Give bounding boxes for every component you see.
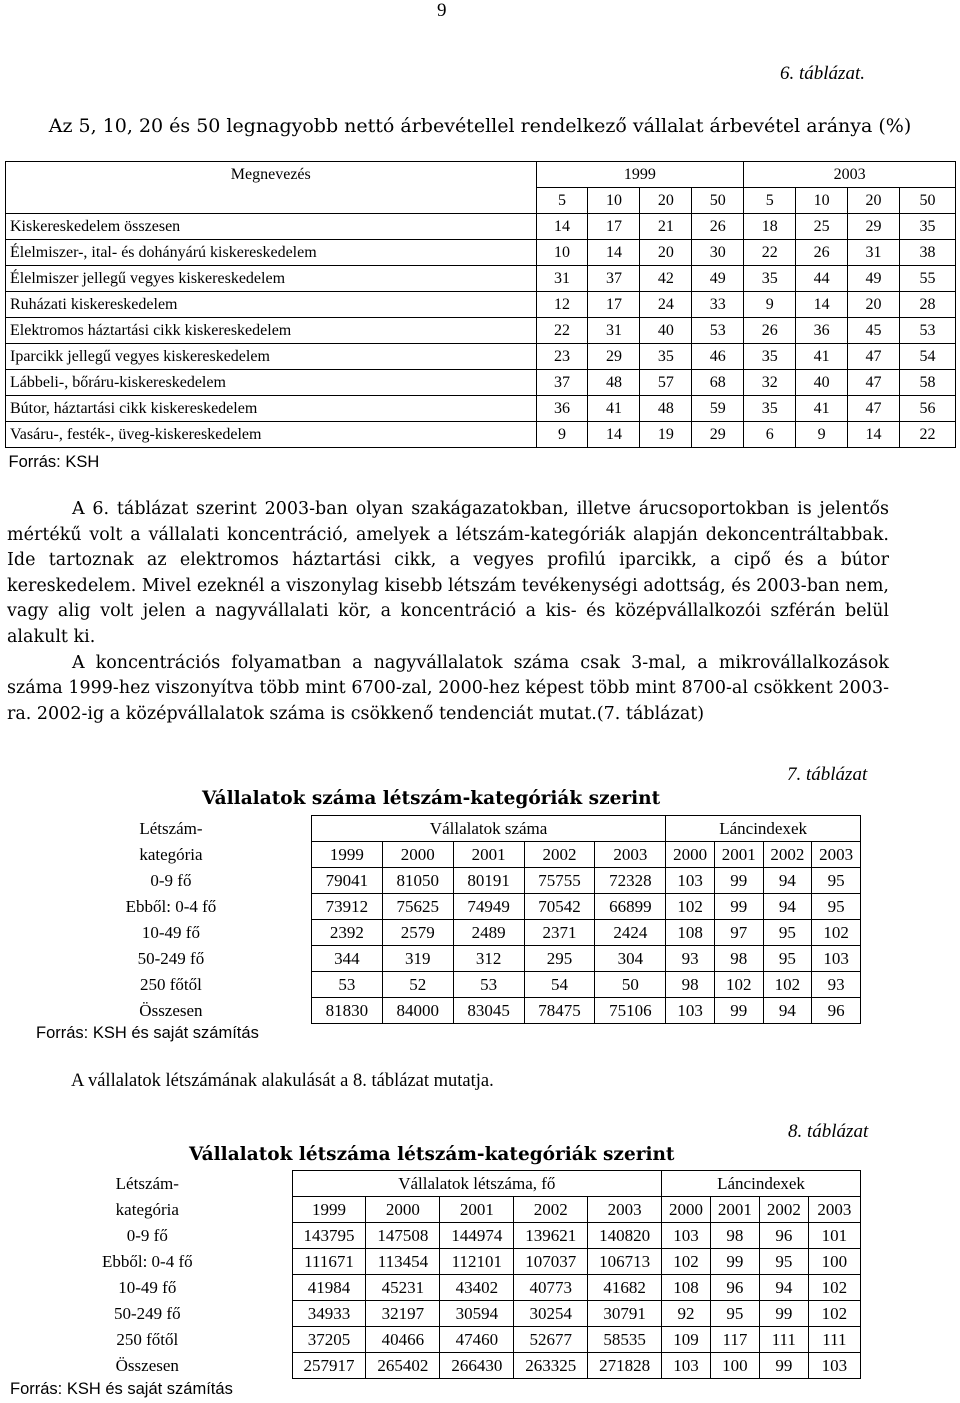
- table6-label: 6. táblázat.: [780, 63, 865, 84]
- table-cell: 102: [808, 1275, 860, 1301]
- table-cell: 95: [710, 1301, 759, 1327]
- table-cell: 2371: [524, 920, 595, 946]
- header-group: Vállalatok létszáma, fő: [292, 1171, 661, 1197]
- table-cell: 147508: [366, 1223, 440, 1249]
- table-cell: 35: [900, 214, 956, 240]
- table-cell: 18: [744, 214, 796, 240]
- table-cell: 100: [808, 1249, 860, 1275]
- table-cell: 31: [588, 318, 640, 344]
- table-row: [6, 396, 956, 422]
- table-cell: 2489: [453, 920, 524, 946]
- table-cell: 48: [588, 370, 640, 396]
- table6: [5, 161, 956, 476]
- table-cell: 35: [744, 344, 796, 370]
- table-cell: 96: [759, 1223, 808, 1249]
- header-year: 2003: [808, 1197, 860, 1223]
- table-cell: 28: [900, 292, 956, 318]
- table-cell: 95: [812, 894, 861, 920]
- row-name: 250 főtől: [116, 1330, 179, 1349]
- table7-title: Vállalatok száma létszám-kategóriák szerint: [202, 788, 661, 809]
- table-cell: 14: [796, 292, 848, 318]
- table-cell: 24: [640, 292, 692, 318]
- table-cell: 106713: [588, 1249, 662, 1275]
- table-cell: 32197: [366, 1301, 440, 1327]
- table8-source: Forrás: KSH és saját számítás: [10, 1380, 233, 1398]
- header-cell: 20: [640, 188, 692, 214]
- table-cell: 92: [662, 1301, 711, 1327]
- table-row: [31, 998, 861, 1024]
- header-year: 1999: [311, 842, 382, 868]
- table-cell: 80191: [453, 868, 524, 894]
- table-row: [6, 214, 956, 240]
- table-cell: 53: [900, 318, 956, 344]
- table-cell: 55: [900, 266, 956, 292]
- header-year: 2003: [588, 1197, 662, 1223]
- table-cell: 99: [759, 1353, 808, 1379]
- table-cell: 29: [848, 214, 900, 240]
- header-group: Vállalatok száma: [311, 816, 665, 842]
- table-cell: 103: [808, 1353, 860, 1379]
- table-cell: 50: [595, 972, 666, 998]
- body-text: [7, 497, 889, 727]
- table-cell: 35: [744, 266, 796, 292]
- header-year: 2000: [662, 1197, 711, 1223]
- header-category: Létszám-: [115, 1174, 179, 1193]
- row-name: 250 főtől: [140, 975, 202, 994]
- row-name: Ebből: 0-4 fő: [101, 1252, 193, 1271]
- table7-header-row-1: [31, 816, 861, 842]
- table-cell: 38: [900, 240, 956, 266]
- table-cell: 40466: [366, 1327, 440, 1353]
- table-cell: 36: [796, 318, 848, 344]
- table-cell: 44: [796, 266, 848, 292]
- table-cell: 19: [640, 422, 692, 448]
- table-cell: 23: [536, 344, 588, 370]
- table-cell: 83045: [453, 998, 524, 1024]
- table-cell: 103: [812, 946, 861, 972]
- row-name: 0-9 fő: [126, 1226, 168, 1245]
- table-row: [3, 1301, 861, 1327]
- header-cell: 50: [900, 188, 956, 214]
- table-cell: 111: [808, 1327, 860, 1353]
- table-row: [3, 1223, 861, 1249]
- table-cell: 2579: [382, 920, 453, 946]
- table-cell: 26: [796, 240, 848, 266]
- table-cell: 84000: [382, 998, 453, 1024]
- table-cell: 42: [640, 266, 692, 292]
- table-cell: 30594: [440, 1301, 514, 1327]
- table-cell: 319: [382, 946, 453, 972]
- table-cell: 26: [692, 214, 744, 240]
- table6-header-row-1: [6, 162, 956, 188]
- header-category: kategória: [115, 1200, 179, 1219]
- table-row: [3, 1249, 861, 1275]
- table-row: [31, 868, 861, 894]
- header-year: 2003: [744, 162, 956, 188]
- table-cell: 107037: [514, 1249, 588, 1275]
- table-cell: 54: [524, 972, 595, 998]
- table-cell: 35: [744, 396, 796, 422]
- table-cell: 111: [759, 1327, 808, 1353]
- table-cell: 140820: [588, 1223, 662, 1249]
- table-cell: 103: [666, 998, 715, 1024]
- header-year: 2003: [595, 842, 666, 868]
- table-cell: 109: [662, 1327, 711, 1353]
- table-cell: 29: [692, 422, 744, 448]
- row-name: 0-9 fő: [150, 871, 192, 890]
- table-cell: 304: [595, 946, 666, 972]
- header-year: 2001: [710, 1197, 759, 1223]
- row-name: Bútor, háztartási cikk kiskereskedelem: [6, 396, 537, 422]
- table-cell: 344: [311, 946, 382, 972]
- table-cell: 30: [692, 240, 744, 266]
- header-year: 2002: [524, 842, 595, 868]
- table-row: [31, 920, 861, 946]
- table-cell: 75106: [595, 998, 666, 1024]
- table-cell: 47460: [440, 1327, 514, 1353]
- table-cell: 43402: [440, 1275, 514, 1301]
- table-cell: 94: [763, 894, 812, 920]
- table-cell: 54: [900, 344, 956, 370]
- row-name: Ebből: 0-4 fő: [125, 897, 217, 916]
- table-cell: 99: [714, 894, 763, 920]
- table-cell: 41: [796, 396, 848, 422]
- table-cell: 94: [759, 1275, 808, 1301]
- table-cell: 97: [714, 920, 763, 946]
- table-cell: 266430: [440, 1353, 514, 1379]
- table-cell: 57: [640, 370, 692, 396]
- table8-title: Vállalatok létszáma létszám-kategóriák szerint: [189, 1144, 675, 1165]
- table-cell: 75625: [382, 894, 453, 920]
- header-year: 1999: [536, 162, 744, 188]
- header-cell: 5: [536, 188, 588, 214]
- table-cell: 41: [588, 396, 640, 422]
- table-cell: 102: [666, 894, 715, 920]
- table-cell: 40: [640, 318, 692, 344]
- row-name: Lábbeli-, bőráru-kiskereskedelem: [6, 370, 537, 396]
- table-cell: 30254: [514, 1301, 588, 1327]
- table-cell: 37: [588, 266, 640, 292]
- table-cell: 95: [812, 868, 861, 894]
- table-cell: 22: [900, 422, 956, 448]
- table-cell: 111671: [292, 1249, 366, 1275]
- table-cell: 48: [640, 396, 692, 422]
- table8-label: 8. táblázat: [788, 1121, 869, 1142]
- header-cell: 10: [588, 188, 640, 214]
- row-name: 50-249 fő: [114, 1304, 181, 1323]
- table-cell: 32: [744, 370, 796, 396]
- table-cell: 35: [640, 344, 692, 370]
- table-cell: 139621: [514, 1223, 588, 1249]
- table-cell: 102: [808, 1301, 860, 1327]
- table-cell: 112101: [440, 1249, 514, 1275]
- table-cell: 53: [453, 972, 524, 998]
- row-name: 10-49 fő: [141, 923, 200, 942]
- table-cell: 72328: [595, 868, 666, 894]
- row-name: 10-49 fő: [118, 1278, 177, 1297]
- header-category: kategória: [139, 845, 203, 864]
- table-cell: 117: [710, 1327, 759, 1353]
- table-cell: 34933: [292, 1301, 366, 1327]
- header-group: Láncindexek: [666, 816, 861, 842]
- header-year: 2001: [714, 842, 763, 868]
- table-cell: 9: [536, 422, 588, 448]
- row-name: Kiskereskedelem összesen: [6, 214, 537, 240]
- table-cell: 94: [763, 998, 812, 1024]
- table-cell: 78475: [524, 998, 595, 1024]
- table-cell: 108: [662, 1275, 711, 1301]
- table-cell: 58: [900, 370, 956, 396]
- table-cell: 56: [900, 396, 956, 422]
- table-cell: 312: [453, 946, 524, 972]
- table-cell: 12: [536, 292, 588, 318]
- row-name: Iparcikk jellegű vegyes kiskereskedelem: [6, 344, 537, 370]
- table-cell: 22: [536, 318, 588, 344]
- table-row: [6, 344, 956, 370]
- table-cell: 143795: [292, 1223, 366, 1249]
- table-cell: 53: [311, 972, 382, 998]
- table-cell: 33: [692, 292, 744, 318]
- table-cell: 14: [588, 240, 640, 266]
- table-cell: 68: [692, 370, 744, 396]
- table-cell: 98: [710, 1223, 759, 1249]
- table7: [31, 815, 861, 1024]
- table-cell: 98: [714, 946, 763, 972]
- table-cell: 265402: [366, 1353, 440, 1379]
- row-name: Élelmiszer-, ital- és dohányárú kiskereskedelem: [6, 240, 537, 266]
- table-cell: 47: [848, 370, 900, 396]
- table-cell: 73912: [311, 894, 382, 920]
- table-cell: 31: [536, 266, 588, 292]
- table-cell: 45: [848, 318, 900, 344]
- table-cell: 17: [588, 292, 640, 318]
- table-row: [31, 946, 861, 972]
- header-year: 2003: [812, 842, 861, 868]
- table-cell: 14: [848, 422, 900, 448]
- table-cell: 103: [662, 1223, 711, 1249]
- table-cell: 26: [744, 318, 796, 344]
- table-cell: 100: [710, 1353, 759, 1379]
- table-cell: 102: [662, 1249, 711, 1275]
- table-cell: 98: [666, 972, 715, 998]
- row-name: 50-249 fő: [137, 949, 205, 968]
- table-row: [31, 894, 861, 920]
- table-cell: 93: [812, 972, 861, 998]
- header-year: 2001: [440, 1197, 514, 1223]
- table-cell: 144974: [440, 1223, 514, 1249]
- table-cell: 46: [692, 344, 744, 370]
- table-cell: 37205: [292, 1327, 366, 1353]
- table-cell: 25: [796, 214, 848, 240]
- table-cell: 9: [744, 292, 796, 318]
- header-cell: 20: [848, 188, 900, 214]
- table-cell: 45231: [366, 1275, 440, 1301]
- table7-label: 7. táblázat: [787, 764, 868, 785]
- row-name: Ruházati kiskereskedelem: [6, 292, 537, 318]
- header-name: Megnevezés: [6, 162, 537, 214]
- table-cell: 36: [536, 396, 588, 422]
- table-row: [3, 1275, 861, 1301]
- table-cell: 49: [692, 266, 744, 292]
- table-cell: 52677: [514, 1327, 588, 1353]
- header-cell: 10: [796, 188, 848, 214]
- table7-source: Forrás: KSH és saját számítás: [36, 1024, 259, 1042]
- header-cell: 50: [692, 188, 744, 214]
- header-year: 2002: [763, 842, 812, 868]
- header-year: 2002: [759, 1197, 808, 1223]
- table-row: [6, 292, 956, 318]
- table-cell: 93: [666, 946, 715, 972]
- table-cell: 29: [588, 344, 640, 370]
- table-cell: 99: [710, 1249, 759, 1275]
- table-cell: 53: [692, 318, 744, 344]
- table-cell: 20: [640, 240, 692, 266]
- table-cell: 108: [666, 920, 715, 946]
- table-cell: 9: [796, 422, 848, 448]
- table-cell: 81830: [311, 998, 382, 1024]
- table8-header-row-1: [3, 1171, 861, 1197]
- table-cell: 95: [763, 946, 812, 972]
- table6-source: Forrás: KSH: [8, 452, 100, 471]
- table-cell: 94: [763, 868, 812, 894]
- table-row: [3, 1353, 861, 1379]
- table-cell: 113454: [366, 1249, 440, 1275]
- table-cell: 81050: [382, 868, 453, 894]
- table-row: [6, 318, 956, 344]
- row-name: Élelmiszer jellegű vegyes kiskereskedelem: [6, 266, 537, 292]
- table-cell: 66899: [595, 894, 666, 920]
- table-cell: 103: [662, 1353, 711, 1379]
- header-group: Láncindexek: [662, 1171, 861, 1197]
- table-cell: 52: [382, 972, 453, 998]
- table-cell: 96: [812, 998, 861, 1024]
- table-row: [6, 422, 956, 448]
- table-cell: 59: [692, 396, 744, 422]
- header-year: 2000: [666, 842, 715, 868]
- table-cell: 2424: [595, 920, 666, 946]
- table-cell: 74949: [453, 894, 524, 920]
- table-cell: 2392: [311, 920, 382, 946]
- row-name: Elektromos háztartási cikk kiskereskedelem: [6, 318, 537, 344]
- table-cell: 47: [848, 396, 900, 422]
- header-category: Létszám-: [139, 819, 203, 838]
- table-cell: 95: [759, 1249, 808, 1275]
- table-cell: 40773: [514, 1275, 588, 1301]
- table-cell: 14: [588, 422, 640, 448]
- table-cell: 41: [796, 344, 848, 370]
- table-cell: 21: [640, 214, 692, 240]
- table-cell: 99: [714, 868, 763, 894]
- table-cell: 79041: [311, 868, 382, 894]
- table-cell: 47: [848, 344, 900, 370]
- table-cell: 37: [536, 370, 588, 396]
- table-cell: 257917: [292, 1353, 366, 1379]
- header-year: 1999: [292, 1197, 366, 1223]
- table-cell: 103: [666, 868, 715, 894]
- table-cell: 49: [848, 266, 900, 292]
- table-row: [6, 266, 956, 292]
- table-cell: 40: [796, 370, 848, 396]
- table6-source-row: [6, 448, 956, 477]
- table-cell: 70542: [524, 894, 595, 920]
- table-cell: 6: [744, 422, 796, 448]
- table-row: [6, 370, 956, 396]
- table-cell: 31: [848, 240, 900, 266]
- row-name: Összesen: [139, 1001, 203, 1020]
- table-cell: 295: [524, 946, 595, 972]
- header-cell: 5: [744, 188, 796, 214]
- table-cell: 75755: [524, 868, 595, 894]
- table-cell: 96: [710, 1275, 759, 1301]
- table-cell: 41984: [292, 1275, 366, 1301]
- table-cell: 30791: [588, 1301, 662, 1327]
- table-cell: 102: [763, 972, 812, 998]
- table-cell: 14: [536, 214, 588, 240]
- paragraph-1: A 6. táblázat szerint 2003-ban olyan szakágazatokban, illetve árucsoportokban is jelentős mértékű volt a vállalati koncentráció, amelyek a létszám-kategóriák alapján dekoncentráltabbak. Ide tartoznak az elektromos háztartási cikk, a vegyes profilú iparcikk, a cipő és a bútor kereskedelem. Mivel ezeknél a viszonylag kisebb létszám tevékenységi adottság, és 2003-ban nem, vagy alig volt jelen a nagyvállalati kör, a koncentráció a kis- és középvállalkozói szférán belül alakult ki.: [7, 499, 889, 647]
- table-row: [6, 240, 956, 266]
- row-name: Vasáru-, festék-, üveg-kiskereskedelem: [6, 422, 537, 448]
- table-cell: 95: [763, 920, 812, 946]
- row-name: Összesen: [115, 1356, 179, 1375]
- table-row: [31, 972, 861, 998]
- table-cell: 17: [588, 214, 640, 240]
- header-year: 2000: [382, 842, 453, 868]
- table-cell: 102: [714, 972, 763, 998]
- paragraph-2: A koncentrációs folyamatban a nagyvállalatok száma csak 3-mal, a mikrovállalkozások száma 1999-hez viszonyítva több mint 6700-zal, 2000-hez képest több mint 8700-al csökkent 2003-ra. 2002-ig a középvállalatok száma is csökkenő tendenciát mutat.(7. táblázat): [7, 652, 889, 724]
- table6-title: Az 5, 10, 20 és 50 legnagyobb nettó árbevétellel rendelkező vállalat árbevétel aránya (%): [48, 115, 912, 137]
- table-cell: 271828: [588, 1353, 662, 1379]
- table-cell: 58535: [588, 1327, 662, 1353]
- table-cell: 99: [759, 1301, 808, 1327]
- header-year: 2001: [453, 842, 524, 868]
- table-cell: 10: [536, 240, 588, 266]
- table8: [3, 1170, 861, 1379]
- table-cell: 22: [744, 240, 796, 266]
- table-cell: 101: [808, 1223, 860, 1249]
- page-number: 9: [437, 0, 447, 21]
- table-cell: 20: [848, 292, 900, 318]
- table-row: [3, 1327, 861, 1353]
- table8-header-row-2: [3, 1197, 861, 1223]
- table7-header-row-2: [31, 842, 861, 868]
- table8-intro: A vállalatok létszámának alakulását a 8. táblázat mutatja.: [71, 1071, 494, 1091]
- header-year: 2000: [366, 1197, 440, 1223]
- table-cell: 102: [812, 920, 861, 946]
- table-cell: 41682: [588, 1275, 662, 1301]
- header-year: 2002: [514, 1197, 588, 1223]
- table-cell: 263325: [514, 1353, 588, 1379]
- table-cell: 99: [714, 998, 763, 1024]
